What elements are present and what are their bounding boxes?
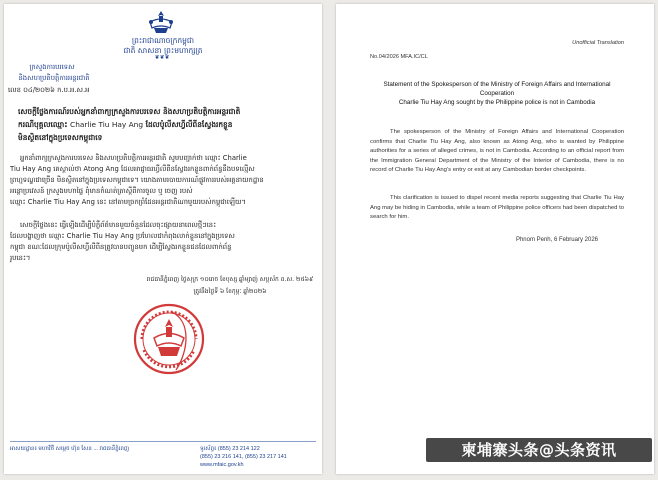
- footer-phone-1: ទូរស័ព្ទ៖ (855) 23 214 122: [200, 446, 260, 452]
- reference-number: លេខ ០៤/២០២៦ ក.ប.អ.ស.អ: [8, 86, 90, 94]
- royal-crest-icon: [146, 10, 176, 34]
- footer-phone-2: (855) 23 216 141, (855) 23 217 141: [200, 454, 287, 460]
- signature-place-date: Phnom Penh, 6 February 2026: [515, 237, 598, 243]
- khmer-letter-page: [4, 4, 322, 474]
- date-line-lunar: រាជធានីភ្នំពេញ ថ្ងៃសុក្រ ១០រោច ខែបុស្ស ឆ្នាំម្សាញ់ សប្តស័ក ព.ស. ២៥៦៩: [146, 276, 314, 283]
- footer-divider: [10, 441, 316, 442]
- statement-title-line2: [18, 119, 322, 130]
- paragraph-1-line1: [20, 153, 312, 164]
- official-seal-stamp: [132, 302, 206, 376]
- kingdom-title: ព្រះរាជាណាចក្រកម្ពុជា: [131, 36, 195, 45]
- statement-title-en-line1: Statement of the Spokesperson of the Ministry of Foreign Affairs and International Cooperation: [383, 81, 611, 97]
- paragraph-1-line2: [10, 164, 316, 175]
- statement-title-en: [366, 80, 628, 107]
- p1-text-a: អ្នកនាំពាក្យក្រសួងការបរទេស និងសហប្រតិបត្តិការអន្តរជាតិ សូមបញ្ជាក់ថា ឈ្មោះ: [20, 154, 221, 162]
- watermark-text: 柬埔寨头条@头条资讯: [461, 441, 617, 459]
- source-watermark: [426, 438, 652, 462]
- paragraph-2-line3: កម្ពុជា ខណៈដែលក្រុមប៉ូលីសហ្វីលីពីនត្រូវបានបញ្ជូនមក ដើម្បីស្វែងរកខ្លួនជនដែលពាក់ព័ន្ធ: [10, 243, 232, 251]
- ministry-name-line1: ក្រសួងការបរទេស: [29, 63, 75, 71]
- statement-title-line1: សេចក្តីថ្លែងការណ៍របស់អ្នកនាំពាក្យក្រសួងការបរទេស និងសហប្រតិបត្តិការអន្តរជាតិ: [18, 107, 241, 116]
- paragraph-2-line1: សេចក្តីថ្លែងនេះ ធ្វើឡើងដើម្បីបំភ្លឺព័ត៌មានមួយចំនួនដែលចុះផ្សាយនាពេលថ្មីៗនេះ: [20, 221, 217, 229]
- ornament-divider-icon: ❦❦❦: [154, 55, 170, 61]
- p1-text-c: គេស្គាល់ថា: [53, 165, 82, 173]
- paragraph-2-en: This clarification is issued to dispel recent media reports suggesting that Charlie Tiu Hay Ang may be hiding in Cambodia, while a team of Philippine police officers had been dispatched to search for him.: [370, 195, 625, 221]
- statement-title-en-line2: Charlie Tiu Hay Ang sought by the Philippine police is not in Cambodia: [398, 99, 596, 106]
- paragraph-2-line2: ដែលបង្ហាញថា ឈ្មោះ Charlie Tiu Hay Ang ប្រហែលជាកំពុងលាក់ខ្លួននៅក្នុងប្រទេស: [10, 232, 235, 240]
- p1-alias: Atong Ang: [83, 165, 119, 173]
- nation-motto: ជាតិ សាសនា ព្រះមហាក្សត្រ: [123, 46, 203, 55]
- paragraph-2-line4: រូបនេះ។: [10, 254, 31, 262]
- date-line-gregorian: ត្រូវនឹងថ្ងៃទី ៦ ខែកុម្ភៈ ឆ្នាំ២០២៦: [193, 288, 267, 295]
- p1-name-cont: Tiu Hay Ang: [10, 165, 52, 173]
- paragraph-1-line3: ព្រហ្មទណ្ឌជាច្រើន មិនស្ថិតនៅក្នុងប្រទេសកម្ពុជាទេ។ យោងតាមរបាយការណ៍ផ្លូវការរបស់អគ្គនាយកដ្ឋាន: [10, 176, 264, 184]
- p1-name: Charlie: [222, 154, 247, 162]
- english-translation-page: [336, 4, 654, 474]
- unofficial-translation-label: Unofficial Translation: [572, 40, 624, 46]
- title-part-b: ដែលប៉ូលីសហ្វីលីពីនស្វែងរកខ្លួន: [145, 120, 233, 129]
- reference-number-en: No.04/2026 MFA.IC/CL: [370, 54, 428, 60]
- paragraph-1-line4: អន្តោប្រវេសន៍ ក្រសួងមហាផ្ទៃ ពុំមានកំណត់ត្រាស្តីពីការចូល ឬ ចេញ របស់: [10, 187, 193, 195]
- footer-website: www.mfaic.gov.kh: [200, 462, 244, 468]
- footer-address: អាសយដ្ឋាន៖ មហាវិថី សម្តេច ហ៊ុន សែន ... រាជធានីភ្នំពេញ: [10, 446, 130, 452]
- paragraph-1-line5: ឈ្មោះ Charlie Tiu Hay Ang នេះ នៅតាមច្រកព្រំដែនអន្តរជាតិណាមួយរបស់កម្ពុជាឡើយ។: [10, 198, 246, 206]
- ministry-name-line2: និងសហប្រតិបត្តិការអន្តរជាតិ: [18, 74, 90, 82]
- title-person-name: Charlie Tiu Hay Ang: [70, 120, 144, 129]
- statement-title-line3: មិនស្ថិតនៅក្នុងប្រទេសកម្ពុជាទេ: [18, 133, 103, 142]
- title-part-a: ករណីបុគ្គលឈ្មោះ: [18, 120, 68, 129]
- p1-text-d: ដែលអាជ្ញាធរហ្វីលីពីនស្វែងរកខ្លួនពាក់ព័ន្ធនឹងបទល្មើស: [121, 165, 255, 173]
- paragraph-1-en: The spokesperson of the Ministry of Foreign Affairs and International Cooperation confirms that Charlie Tiu Hay Ang, also known as Atong Ang, who is wanted by Philippine authorities for a series of alleged crimes, is not in Cambodia. According to an official report from the Immigration General Department of the Ministry of the Interior of Cambodia, there is no record of Charlie Tiu Hay Ang’s entry or exit at any Cambodian border checkpoints.: [370, 129, 624, 174]
